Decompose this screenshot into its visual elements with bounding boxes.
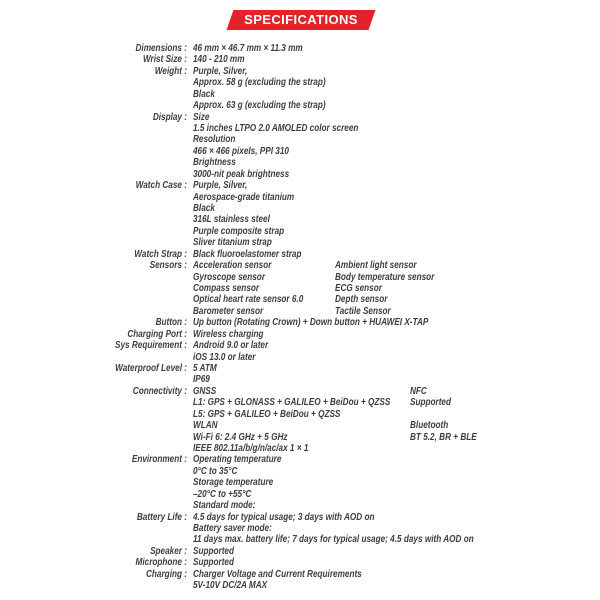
spec-row bbox=[0, 43, 600, 55]
spec-row bbox=[0, 89, 600, 101]
spec-value-secondary: Depth sensor bbox=[335, 294, 388, 306]
spec-label: Watch Case : bbox=[135, 180, 187, 192]
spec-label: Wrist Size : bbox=[142, 54, 187, 66]
spec-row bbox=[0, 454, 600, 466]
spec-value: WLAN bbox=[193, 420, 218, 432]
spec-row bbox=[0, 146, 600, 158]
spec-row bbox=[0, 112, 600, 124]
spec-value: Size bbox=[193, 111, 210, 123]
spec-row bbox=[0, 249, 600, 261]
spec-row bbox=[0, 306, 600, 318]
spec-value-secondary: ECG sensor bbox=[335, 283, 382, 295]
spec-row bbox=[0, 192, 600, 204]
spec-value: 5V-10V DC/2A MAX bbox=[193, 580, 268, 592]
spec-label: Sys Requirement : bbox=[114, 340, 187, 352]
spec-value: Optical heart rate sensor 6.0 bbox=[193, 294, 304, 306]
spec-row bbox=[0, 432, 600, 444]
spec-value: Android 9.0 or later bbox=[193, 340, 269, 352]
spec-value-secondary: Body temperature sensor bbox=[335, 271, 435, 283]
spec-value-secondary: Ambient light sensor bbox=[335, 260, 417, 272]
spec-row bbox=[0, 340, 600, 352]
spec-value: Purple composite strap bbox=[193, 225, 285, 237]
spec-row bbox=[0, 100, 600, 112]
spec-value: 0°C to 35°C bbox=[193, 465, 238, 477]
spec-row bbox=[0, 54, 600, 66]
spec-value: Standard mode: bbox=[193, 500, 256, 512]
spec-value: 4.5 days for typical usage; 3 days with AOD on bbox=[193, 511, 375, 523]
spec-row bbox=[0, 477, 600, 489]
spec-value: GNSS bbox=[193, 385, 217, 397]
spec-value-secondary: Tactile Sensor bbox=[335, 305, 391, 317]
spec-row bbox=[0, 283, 600, 295]
spec-row bbox=[0, 443, 600, 455]
spec-row bbox=[0, 237, 600, 249]
spec-value: Approx. 63 g (excluding the strap) bbox=[193, 100, 326, 112]
spec-value-secondary: BT 5.2, BR + BLE bbox=[410, 431, 477, 443]
spec-row bbox=[0, 66, 600, 78]
spec-value: Charger Voltage and Current Requirements bbox=[193, 568, 362, 580]
spec-row bbox=[0, 134, 600, 146]
spec-label: Environment : bbox=[131, 454, 187, 466]
spec-value: L5: GPS + GALILEO + BeiDou + QZSS bbox=[193, 408, 341, 420]
spec-value: Wi-Fi 6: 2.4 GHz + 5 GHz bbox=[193, 431, 288, 443]
spec-value: 1.5 inches LTPO 2.0 AMOLED color screen bbox=[193, 123, 359, 134]
spec-value: 11 days max. battery life; 7 days for typical usage; 4.5 days with AOD on bbox=[193, 534, 474, 546]
spec-row bbox=[0, 294, 600, 306]
spec-value: 5 ATM bbox=[193, 363, 217, 375]
spec-row bbox=[0, 466, 600, 478]
spec-row bbox=[0, 214, 600, 226]
spec-value: –20°C to +55°C bbox=[193, 488, 252, 500]
spec-label: Charging Port : bbox=[127, 328, 187, 340]
spec-value: Sliver titanium strap bbox=[193, 237, 272, 249]
spec-label: Sensors : bbox=[149, 260, 187, 272]
spec-row bbox=[0, 272, 600, 284]
spec-value: Supported bbox=[193, 545, 234, 557]
spec-label: Microphone : bbox=[135, 557, 187, 569]
spec-value: iOS 13.0 or later bbox=[193, 351, 256, 363]
spec-value: Acceleration sensor bbox=[193, 260, 272, 272]
spec-row bbox=[0, 317, 600, 329]
spec-row bbox=[0, 397, 600, 409]
spec-label: Dimensions : bbox=[135, 43, 187, 54]
spec-row bbox=[0, 226, 600, 238]
spec-value-secondary: NFC bbox=[410, 385, 427, 397]
spec-row bbox=[0, 329, 600, 341]
spec-value: Barometer sensor bbox=[193, 305, 264, 317]
spec-label: Waterproof Level : bbox=[115, 363, 187, 375]
spec-value: 46 mm × 46.7 mm × 11.3 mm bbox=[193, 43, 303, 54]
spec-label: Connectivity : bbox=[132, 385, 187, 397]
spec-row bbox=[0, 157, 600, 169]
spec-value: IP69 bbox=[193, 374, 210, 386]
spec-row bbox=[0, 580, 600, 592]
spec-value: IEEE 802.11a/b/g/n/ac/ax 1 × 1 bbox=[193, 443, 309, 455]
spec-label: Display : bbox=[152, 111, 187, 123]
spec-label: Button : bbox=[155, 317, 187, 329]
spec-value: Purple, Silver, bbox=[193, 65, 248, 77]
spec-value: Battery saver mode: bbox=[193, 523, 272, 535]
spec-row bbox=[0, 512, 600, 524]
spec-label: Battery Life : bbox=[136, 511, 187, 523]
spec-row bbox=[0, 386, 600, 398]
spec-value: Storage temperature bbox=[193, 477, 274, 489]
spec-value: Approx. 58 g (excluding the strap) bbox=[193, 77, 326, 89]
spec-row bbox=[0, 420, 600, 432]
spec-row bbox=[0, 557, 600, 569]
spec-row bbox=[0, 489, 600, 501]
spec-value: Supported bbox=[193, 557, 234, 569]
spec-row bbox=[0, 500, 600, 512]
spec-row bbox=[0, 546, 600, 558]
spec-value: Black bbox=[193, 88, 215, 100]
spec-value: Black fluoroelastomer strap bbox=[193, 248, 302, 260]
spec-row bbox=[0, 534, 600, 546]
spec-row bbox=[0, 569, 600, 581]
spec-value: L1: GPS + GLONASS + GALILEO + BeiDou + QZSS bbox=[193, 397, 391, 409]
spec-row bbox=[0, 77, 600, 89]
spec-value: Aerospace-grade titanium bbox=[193, 191, 295, 203]
spec-row bbox=[0, 169, 600, 181]
spec-row bbox=[0, 523, 600, 535]
spec-row bbox=[0, 363, 600, 375]
spec-label: Weight : bbox=[154, 65, 187, 77]
spec-value: Brightness bbox=[193, 157, 236, 169]
spec-value: Wireless charging bbox=[193, 328, 264, 340]
spec-value: 466 × 466 pixels, PPI 310 bbox=[193, 145, 289, 157]
spec-value: 316L stainless steel bbox=[193, 214, 270, 226]
spec-value: Up button (Rotating Crown) + Down button + HUAWEI X-TAP bbox=[193, 317, 429, 329]
spec-value-secondary: Bluetooth bbox=[410, 420, 449, 432]
spec-value: Resolution bbox=[193, 134, 236, 146]
spec-value: Compass sensor bbox=[193, 283, 260, 295]
page-title: SPECIFICATIONS bbox=[244, 12, 358, 27]
spec-value: Gyroscope sensor bbox=[193, 271, 266, 283]
spec-label: Charging : bbox=[146, 568, 187, 580]
spec-row bbox=[0, 203, 600, 215]
spec-value: Black bbox=[193, 203, 215, 215]
spec-row bbox=[0, 123, 600, 135]
spec-value-secondary: Supported bbox=[410, 397, 451, 409]
spec-row bbox=[0, 374, 600, 386]
spec-value: Purple, Silver, bbox=[193, 180, 248, 192]
spec-row bbox=[0, 180, 600, 192]
spec-label: Speaker : bbox=[150, 545, 187, 557]
spec-value: Operating temperature bbox=[193, 454, 282, 466]
spec-row bbox=[0, 409, 600, 421]
spec-row bbox=[0, 352, 600, 364]
spec-value: 140 - 210 mm bbox=[193, 54, 245, 66]
spec-label: Watch Strap : bbox=[134, 248, 187, 260]
spec-value: 3000-nit peak brightness bbox=[193, 168, 290, 180]
spec-row bbox=[0, 260, 600, 272]
